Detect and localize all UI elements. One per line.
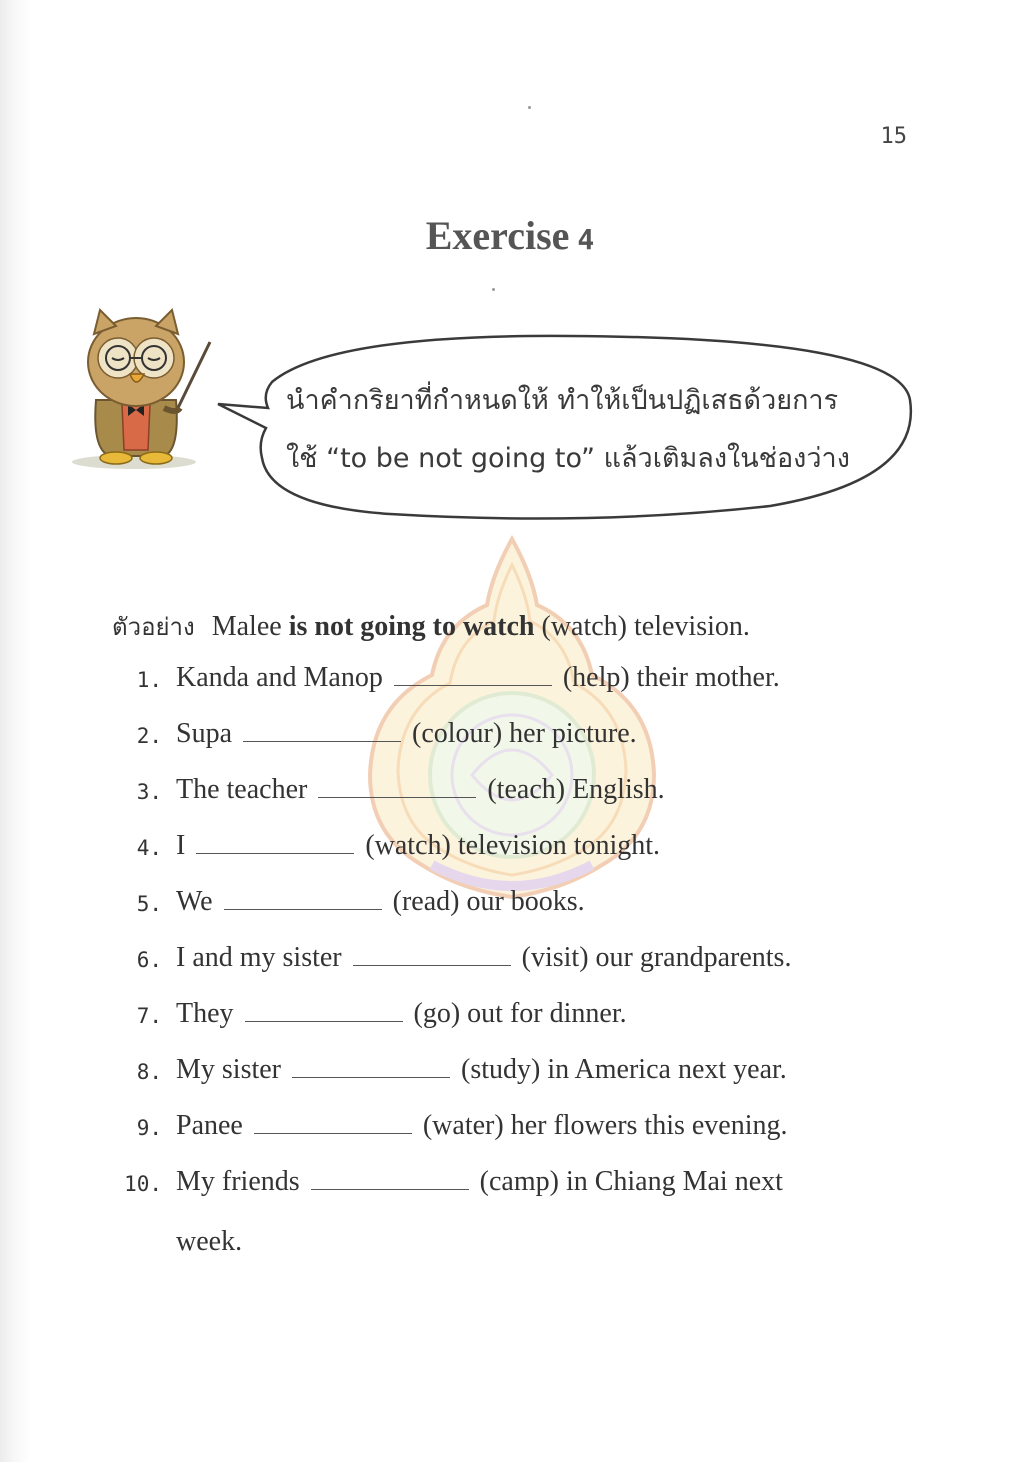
answer-blank[interactable] [292,1055,450,1078]
item-number: 1. [136,668,162,692]
item-before: I [176,830,186,861]
item-before: Kanda and Manop [176,662,383,693]
item-before: My sister [176,1054,281,1085]
item-number: 7. [136,1004,162,1028]
item-before: The teacher [176,774,308,805]
item-text [176,1166,783,1198]
item-after: (camp) in Chiang Mai next [479,1166,783,1197]
page-number: 15 [880,124,907,149]
answer-blank[interactable] [224,887,382,910]
item-after: (teach) English. [487,774,665,805]
item-number: 9. [136,1116,162,1140]
example-sentence [112,607,750,646]
item-before: Panee [176,1110,243,1141]
answer-blank[interactable] [254,1111,412,1134]
answer-blank[interactable] [318,775,476,798]
item-text [176,886,585,918]
item-text [176,662,780,694]
item-before: We [176,886,213,917]
item-number: 10. [124,1172,162,1196]
instruction-text [286,372,906,488]
item-10-continuation: week. [176,1226,243,1257]
exercise-title-number: 4 [577,223,595,256]
item-text [176,774,665,806]
example-rest: (watch) television. [541,611,750,642]
example-label: ตัวอย่าง [112,613,195,641]
speck [528,106,531,109]
item-number: 3. [136,780,162,804]
item-after: (study) in America next year. [461,1054,787,1085]
answer-blank[interactable] [196,831,354,854]
item-after: (help) their mother. [562,662,780,693]
item-after: (colour) her picture. [412,718,637,749]
item-number: 4. [136,836,162,860]
item-after: (go) out for dinner. [413,998,627,1029]
item-before: Supa [176,718,232,749]
item-text [176,1054,787,1086]
item-before: They [176,998,234,1029]
item-text [176,718,637,750]
speck [492,288,495,291]
answer-blank[interactable] [394,663,552,686]
answer-blank[interactable] [311,1167,469,1190]
item-text [176,942,791,974]
item-after: (water) her flowers this evening. [422,1110,788,1141]
owl-teacher-illustration [64,300,234,480]
item-number: 6. [136,948,162,972]
instruction-line-2: ใช้ “to be not going to” แล้วเติมลงในช่องว่าง [286,443,850,474]
item-text [176,1110,788,1142]
item-before: I and my sister [176,942,342,973]
item-number: 2. [136,724,162,748]
example-subject: Malee [211,611,282,642]
item-text [176,830,660,862]
exercise-title-word: Exercise [425,213,570,258]
exercise-title [0,212,1020,259]
item-text [176,998,627,1030]
answer-blank[interactable] [353,943,511,966]
answer-blank[interactable] [243,719,401,742]
item-number: 5. [136,892,162,916]
item-number: 8. [136,1060,162,1084]
item-before: My friends [176,1166,300,1197]
item-after: (watch) television tonight. [365,830,661,861]
item-after: (read) our books. [392,886,585,917]
answer-blank[interactable] [245,999,403,1022]
instruction-line-1: นำคำกริยาที่กำหนดให้ ทำให้เป็นปฏิเสธด้วยการ [286,385,839,416]
item-after: (visit) our grandparents. [521,942,792,973]
example-answer: is not going to watch [288,611,535,642]
